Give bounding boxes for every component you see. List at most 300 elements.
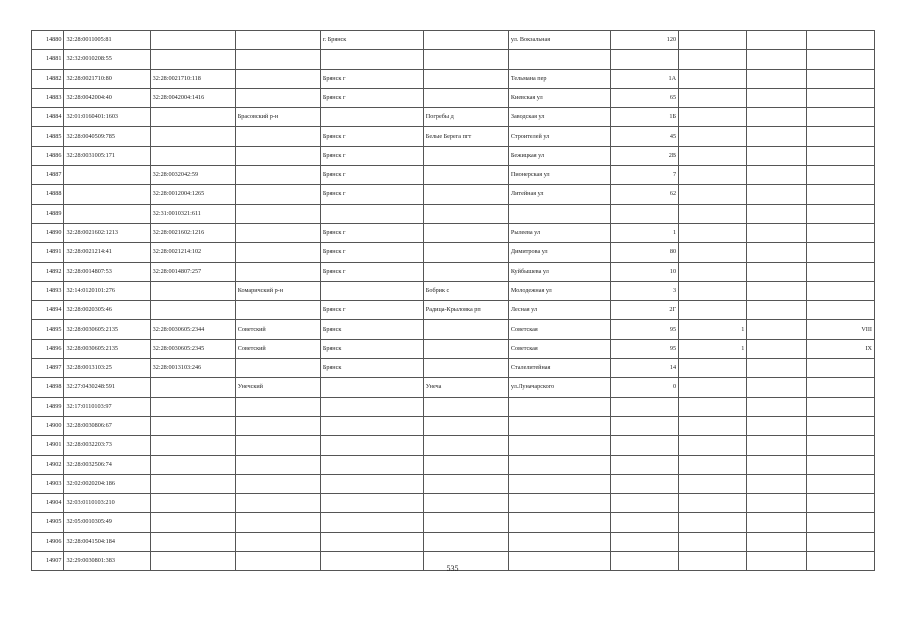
table-row	[32, 69, 875, 88]
cadastral-number-2-cell: 32:28:0030605:2345	[150, 339, 235, 358]
street-cell	[508, 455, 610, 474]
settlement-cell	[423, 31, 508, 50]
premises-number-cell	[806, 127, 874, 146]
house-number-cell: 2Г	[610, 301, 678, 320]
cadastral-number-2-cell: 32:28:0030605:2344	[150, 320, 235, 339]
cadastral-number-2-cell: 32:28:0013103:246	[150, 359, 235, 378]
cadastral-number-2-cell: 32:28:0021602:1216	[150, 223, 235, 242]
flat-number-cell	[747, 243, 806, 262]
city-cell: Брянск г	[320, 166, 423, 185]
building-number-cell	[679, 108, 747, 127]
table-row	[32, 146, 875, 165]
settlement-cell: Радица-Крыловка рп	[423, 301, 508, 320]
premises-number-cell	[806, 474, 874, 493]
flat-number-cell	[747, 281, 806, 300]
cadastral-number-cell	[64, 185, 150, 204]
settlement-cell	[423, 474, 508, 493]
premises-number-cell	[806, 69, 874, 88]
district-cell	[235, 416, 320, 435]
cadastral-number-cell: 32:28:0021710:80	[64, 69, 150, 88]
district-cell	[235, 359, 320, 378]
city-cell: Брянск г	[320, 185, 423, 204]
premises-number-cell	[806, 378, 874, 397]
cadastral-number-2-cell: 32:28:0021710:118	[150, 69, 235, 88]
cadastral-number-2-cell	[150, 31, 235, 50]
city-cell: Брянск г	[320, 88, 423, 107]
house-number-cell	[610, 204, 678, 223]
district-cell: Советский	[235, 320, 320, 339]
district-cell: Комаричский р-н	[235, 281, 320, 300]
cadastral-number-cell	[64, 204, 150, 223]
city-cell	[320, 532, 423, 551]
district-cell	[235, 532, 320, 551]
building-number-cell	[679, 88, 747, 107]
flat-number-cell	[747, 339, 806, 358]
row-number-cell: 14882	[32, 69, 64, 88]
table-row	[32, 320, 875, 339]
cadastral-number-2-cell	[150, 378, 235, 397]
building-number-cell	[679, 223, 747, 242]
settlement-cell	[423, 532, 508, 551]
cadastral-number-2-cell	[150, 397, 235, 416]
street-cell: Советская	[508, 339, 610, 358]
street-cell: Куйбышева ул	[508, 262, 610, 281]
premises-number-cell	[806, 223, 874, 242]
cadastral-number-cell: 32:05:0010305:49	[64, 513, 150, 532]
district-cell	[235, 31, 320, 50]
table-row	[32, 359, 875, 378]
house-number-cell: 10	[610, 262, 678, 281]
table-row	[32, 301, 875, 320]
street-cell: Сталелитейная	[508, 359, 610, 378]
table-row	[32, 339, 875, 358]
flat-number-cell	[747, 359, 806, 378]
house-number-cell: 3	[610, 281, 678, 300]
cadastral-number-2-cell: 32:28:0021214:102	[150, 243, 235, 262]
house-number-cell: 2В	[610, 146, 678, 165]
street-cell: Димитрова ул	[508, 243, 610, 262]
cadastral-number-cell: 32:28:0014807:53	[64, 262, 150, 281]
building-number-cell	[679, 301, 747, 320]
settlement-cell	[423, 88, 508, 107]
flat-number-cell	[747, 185, 806, 204]
premises-number-cell	[806, 88, 874, 107]
row-number-cell: 14899	[32, 397, 64, 416]
flat-number-cell	[747, 223, 806, 242]
building-number-cell: 1	[679, 339, 747, 358]
cadastral-number-2-cell	[150, 108, 235, 127]
street-cell	[508, 532, 610, 551]
table-row	[32, 513, 875, 532]
building-number-cell	[679, 185, 747, 204]
cadastral-number-cell: 32:14:0120101:276	[64, 281, 150, 300]
cadastral-number-cell: 32:32:0010208:55	[64, 50, 150, 69]
row-number-cell: 14905	[32, 513, 64, 532]
house-number-cell	[610, 455, 678, 474]
row-number-cell: 14880	[32, 31, 64, 50]
premises-number-cell	[806, 359, 874, 378]
table-row	[32, 455, 875, 474]
row-number-cell: 14903	[32, 474, 64, 493]
building-number-cell	[679, 494, 747, 513]
building-number-cell	[679, 127, 747, 146]
settlement-cell	[423, 397, 508, 416]
table-row	[32, 185, 875, 204]
settlement-cell	[423, 243, 508, 262]
cadastral-number-2-cell	[150, 127, 235, 146]
settlement-cell	[423, 166, 508, 185]
house-number-cell	[610, 513, 678, 532]
row-number-cell: 14901	[32, 436, 64, 455]
cadastral-number-cell: 32:28:0021602:1213	[64, 223, 150, 242]
row-number-cell: 14902	[32, 455, 64, 474]
city-cell: Брянск г	[320, 301, 423, 320]
house-number-cell	[610, 532, 678, 551]
table-row	[32, 532, 875, 551]
city-cell: Брянск г	[320, 243, 423, 262]
district-cell	[235, 301, 320, 320]
flat-number-cell	[747, 50, 806, 69]
cadastral-number-cell: 32:28:0030605:2135	[64, 320, 150, 339]
street-cell	[508, 50, 610, 69]
district-cell: Унечский	[235, 378, 320, 397]
street-cell: ул. Вокзальная	[508, 31, 610, 50]
building-number-cell	[679, 166, 747, 185]
cadastral-number-cell: 32:28:0013103:25	[64, 359, 150, 378]
city-cell	[320, 513, 423, 532]
district-cell	[235, 69, 320, 88]
settlement-cell	[423, 185, 508, 204]
row-number-cell: 14893	[32, 281, 64, 300]
premises-number-cell	[806, 301, 874, 320]
flat-number-cell	[747, 166, 806, 185]
cadastral-number-cell: 32:28:0021214:41	[64, 243, 150, 262]
building-number-cell	[679, 50, 747, 69]
cadastral-number-2-cell	[150, 301, 235, 320]
house-number-cell: 7	[610, 166, 678, 185]
row-number-cell: 14897	[32, 359, 64, 378]
building-number-cell	[679, 146, 747, 165]
premises-number-cell	[806, 262, 874, 281]
table-row	[32, 474, 875, 493]
table-row	[32, 494, 875, 513]
cadastral-number-2-cell	[150, 146, 235, 165]
premises-number-cell	[806, 455, 874, 474]
settlement-cell	[423, 416, 508, 435]
house-number-cell	[610, 50, 678, 69]
flat-number-cell	[747, 108, 806, 127]
premises-number-cell	[806, 146, 874, 165]
city-cell	[320, 50, 423, 69]
city-cell: Брянск г	[320, 262, 423, 281]
cadastral-number-2-cell: 32:28:0012004:1265	[150, 185, 235, 204]
table-row	[32, 166, 875, 185]
cadastral-number-2-cell	[150, 436, 235, 455]
house-number-cell: 0	[610, 378, 678, 397]
cadastral-number-cell: 32:28:0020305:46	[64, 301, 150, 320]
flat-number-cell	[747, 146, 806, 165]
table-row	[32, 108, 875, 127]
house-number-cell: 120	[610, 31, 678, 50]
cadastral-number-cell: 32:28:0032203:73	[64, 436, 150, 455]
row-number-cell: 14886	[32, 146, 64, 165]
district-cell	[235, 494, 320, 513]
street-cell: Заводская ул	[508, 108, 610, 127]
settlement-cell: Унеча	[423, 378, 508, 397]
flat-number-cell	[747, 397, 806, 416]
settlement-cell	[423, 339, 508, 358]
building-number-cell	[679, 359, 747, 378]
row-number-cell: 14904	[32, 494, 64, 513]
flat-number-cell	[747, 88, 806, 107]
district-cell	[235, 88, 320, 107]
cadastral-number-2-cell	[150, 532, 235, 551]
row-number-cell: 14898	[32, 378, 64, 397]
house-number-cell	[610, 436, 678, 455]
district-cell	[235, 455, 320, 474]
settlement-cell	[423, 146, 508, 165]
building-number-cell: 1	[679, 320, 747, 339]
street-cell: Литейная ул	[508, 185, 610, 204]
district-cell	[235, 397, 320, 416]
registry-table	[31, 30, 875, 571]
street-cell: Строителей ул	[508, 127, 610, 146]
premises-number-cell	[806, 494, 874, 513]
house-number-cell: 80	[610, 243, 678, 262]
city-cell	[320, 378, 423, 397]
flat-number-cell	[747, 262, 806, 281]
row-number-cell: 14896	[32, 339, 64, 358]
premises-number-cell	[806, 166, 874, 185]
city-cell: г. Брянск	[320, 31, 423, 50]
premises-number-cell	[806, 436, 874, 455]
cadastral-number-cell: 32:03:0110103:210	[64, 494, 150, 513]
settlement-cell	[423, 223, 508, 242]
row-number-cell: 14906	[32, 532, 64, 551]
street-cell	[508, 494, 610, 513]
building-number-cell	[679, 243, 747, 262]
settlement-cell	[423, 513, 508, 532]
flat-number-cell	[747, 474, 806, 493]
house-number-cell: 1А	[610, 69, 678, 88]
city-cell	[320, 474, 423, 493]
district-cell: Советский	[235, 339, 320, 358]
row-number-cell: 14883	[32, 88, 64, 107]
flat-number-cell	[747, 31, 806, 50]
street-cell	[508, 513, 610, 532]
settlement-cell	[423, 204, 508, 223]
settlement-cell	[423, 455, 508, 474]
settlement-cell	[423, 69, 508, 88]
cadastral-number-cell: 32:28:0030605:2135	[64, 339, 150, 358]
building-number-cell	[679, 436, 747, 455]
district-cell	[235, 243, 320, 262]
cadastral-number-cell: 32:28:0011005:81	[64, 31, 150, 50]
district-cell	[235, 436, 320, 455]
settlement-cell: Погребы д	[423, 108, 508, 127]
row-number-cell: 14891	[32, 243, 64, 262]
cadastral-number-cell: 32:28:0040509:785	[64, 127, 150, 146]
settlement-cell: Белые Берега пгт	[423, 127, 508, 146]
building-number-cell	[679, 262, 747, 281]
city-cell: Брянск	[320, 359, 423, 378]
premises-number-cell	[806, 281, 874, 300]
flat-number-cell	[747, 513, 806, 532]
street-cell: Лесная ул	[508, 301, 610, 320]
row-number-cell: 14888	[32, 185, 64, 204]
cadastral-number-2-cell	[150, 494, 235, 513]
house-number-cell	[610, 416, 678, 435]
cadastral-number-cell: 32:27:0430248:591	[64, 378, 150, 397]
table-row	[32, 31, 875, 50]
city-cell	[320, 416, 423, 435]
table-row	[32, 127, 875, 146]
cadastral-number-2-cell: 32:28:0014807:257	[150, 262, 235, 281]
table-row	[32, 223, 875, 242]
premises-number-cell	[806, 416, 874, 435]
settlement-cell	[423, 262, 508, 281]
building-number-cell	[679, 397, 747, 416]
row-number-cell: 14884	[32, 108, 64, 127]
premises-number-cell	[806, 243, 874, 262]
house-number-cell: 65	[610, 88, 678, 107]
city-cell: Брянск г	[320, 69, 423, 88]
premises-number-cell	[806, 108, 874, 127]
city-cell	[320, 108, 423, 127]
district-cell	[235, 50, 320, 69]
cadastral-number-cell: 32:01:0160401:1603	[64, 108, 150, 127]
district-cell	[235, 146, 320, 165]
row-number-cell: 14881	[32, 50, 64, 69]
building-number-cell	[679, 281, 747, 300]
district-cell	[235, 127, 320, 146]
settlement-cell	[423, 359, 508, 378]
row-number-cell: 14892	[32, 262, 64, 281]
street-cell: Киевская ул	[508, 88, 610, 107]
house-number-cell	[610, 397, 678, 416]
building-number-cell	[679, 204, 747, 223]
cadastral-number-2-cell: 32:28:0042004:1416	[150, 88, 235, 107]
cadastral-number-2-cell: 32:28:0032042:59	[150, 166, 235, 185]
city-cell	[320, 436, 423, 455]
premises-number-cell	[806, 185, 874, 204]
street-cell: Пионерская ул	[508, 166, 610, 185]
flat-number-cell	[747, 378, 806, 397]
building-number-cell	[679, 455, 747, 474]
flat-number-cell	[747, 204, 806, 223]
district-cell: Брасовский р-н	[235, 108, 320, 127]
premises-number-cell	[806, 513, 874, 532]
street-cell	[508, 204, 610, 223]
cadastral-number-cell: 32:02:0020204:186	[64, 474, 150, 493]
city-cell: Брянск	[320, 320, 423, 339]
building-number-cell	[679, 69, 747, 88]
flat-number-cell	[747, 320, 806, 339]
cadastral-number-cell: 32:28:0031005:171	[64, 146, 150, 165]
street-cell: Бежицкая ул	[508, 146, 610, 165]
premises-number-cell	[806, 50, 874, 69]
table-row	[32, 88, 875, 107]
district-cell	[235, 262, 320, 281]
house-number-cell: 1	[610, 223, 678, 242]
table-row	[32, 378, 875, 397]
premises-number-cell: IX	[806, 339, 874, 358]
settlement-cell	[423, 494, 508, 513]
settlement-cell: Бобрик с	[423, 281, 508, 300]
cadastral-number-cell: 32:28:0032506:74	[64, 455, 150, 474]
premises-number-cell	[806, 532, 874, 551]
city-cell: Брянск г	[320, 223, 423, 242]
cadastral-number-cell: 32:17:0110103:97	[64, 397, 150, 416]
street-cell	[508, 416, 610, 435]
page-number: 535	[446, 564, 459, 573]
house-number-cell	[610, 474, 678, 493]
district-cell	[235, 474, 320, 493]
row-number-cell: 14895	[32, 320, 64, 339]
district-cell	[235, 204, 320, 223]
flat-number-cell	[747, 455, 806, 474]
table-body	[32, 31, 875, 571]
building-number-cell	[679, 532, 747, 551]
flat-number-cell	[747, 69, 806, 88]
row-number-cell: 14887	[32, 166, 64, 185]
district-cell	[235, 185, 320, 204]
house-number-cell: 45	[610, 127, 678, 146]
city-cell: Брянск	[320, 339, 423, 358]
settlement-cell	[423, 436, 508, 455]
district-cell	[235, 166, 320, 185]
street-cell: Рылеева ул	[508, 223, 610, 242]
table-row	[32, 262, 875, 281]
city-cell	[320, 281, 423, 300]
city-cell: Брянск г	[320, 127, 423, 146]
city-cell	[320, 494, 423, 513]
table-row	[32, 50, 875, 69]
premises-number-cell	[806, 204, 874, 223]
settlement-cell	[423, 50, 508, 69]
flat-number-cell	[747, 532, 806, 551]
cadastral-number-2-cell	[150, 416, 235, 435]
street-cell	[508, 474, 610, 493]
table-row	[32, 397, 875, 416]
street-cell	[508, 397, 610, 416]
flat-number-cell	[747, 301, 806, 320]
cadastral-number-cell: 32:29:0030801:383	[64, 552, 150, 571]
house-number-cell: 95	[610, 320, 678, 339]
flat-number-cell	[747, 494, 806, 513]
cadastral-number-2-cell	[150, 50, 235, 69]
flat-number-cell	[747, 127, 806, 146]
city-cell	[320, 397, 423, 416]
cadastral-number-2-cell: 32:31:0010321:611	[150, 204, 235, 223]
row-number-cell: 14894	[32, 301, 64, 320]
premises-number-cell	[806, 397, 874, 416]
cadastral-number-cell: 32:28:0041504:184	[64, 532, 150, 551]
building-number-cell	[679, 416, 747, 435]
street-cell: Советская	[508, 320, 610, 339]
house-number-cell: 14	[610, 359, 678, 378]
district-cell	[235, 513, 320, 532]
street-cell: ул.Луначарского	[508, 378, 610, 397]
city-cell: Брянск г	[320, 146, 423, 165]
row-number-cell: 14907	[32, 552, 64, 571]
city-cell	[320, 204, 423, 223]
house-number-cell: 62	[610, 185, 678, 204]
table-row	[32, 243, 875, 262]
table-row	[32, 204, 875, 223]
city-cell	[320, 455, 423, 474]
street-cell: Тельмана пер	[508, 69, 610, 88]
